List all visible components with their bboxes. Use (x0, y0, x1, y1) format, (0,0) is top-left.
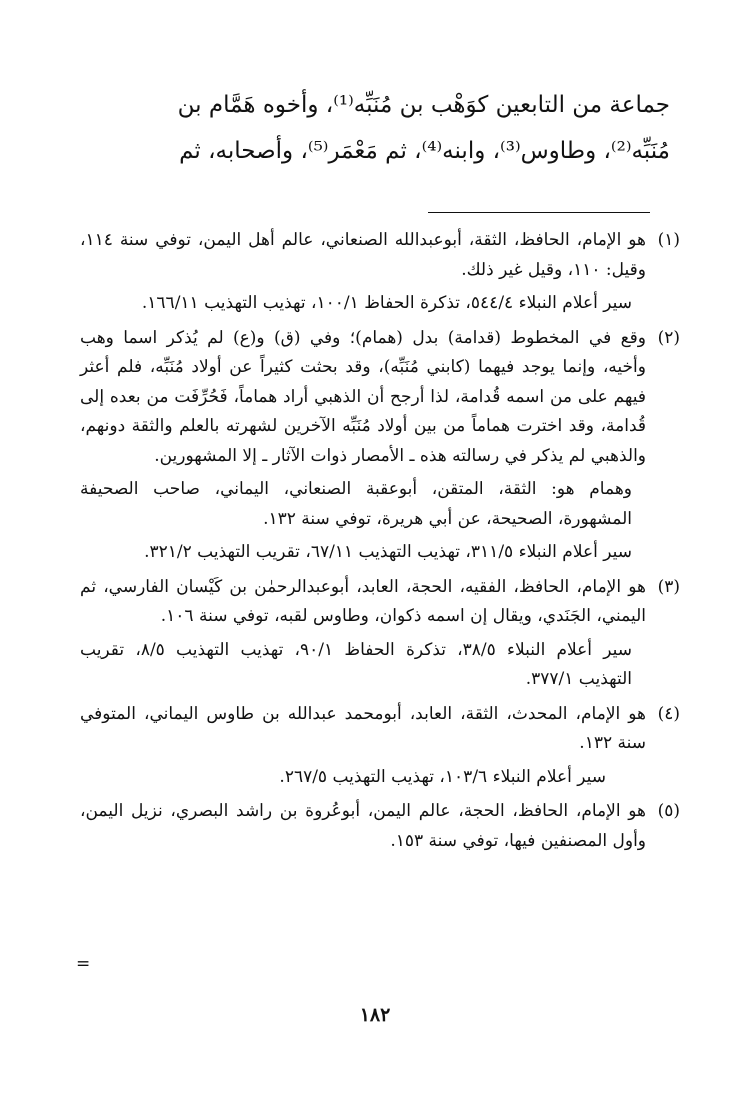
footnote-number: (٢) (657, 327, 680, 348)
footnote-3 (80, 573, 680, 695)
page-number: ١٨٢ (359, 1004, 391, 1026)
footnotes (80, 226, 680, 856)
footnote-text: هو الإمام، الحافظ، الفقيه، الحجة، العابد، أبوعبدالرحمٰن بن كَيْسان الفارسي، ثم اليمني، الجَنَدي، ويقال إن اسمه ذكوان، وطاوس لقبه، توفي سنة ١٠٦. (80, 576, 646, 626)
main-text-line: جماعة من التابعين كوَهْب بن مُنَبِّه⁽¹⁾، وأخوه هَمَّام بن (177, 92, 670, 118)
footnote-text: هو الإمام، الحافظ، الحجة، عالم اليمن، أبوعُروة بن راشد البصري، نزيل اليمن، وأول المصنفين فيها، توفي سنة ١٥٣. (80, 801, 646, 851)
footnote-number: (٣) (657, 576, 680, 597)
footnote-text: هو الإمام، الحافظ، الثقة، أبوعبدالله الصنعاني، عالم أهل اليمن، توفي سنة ١١٤، وقيل: ١١٠، وقيل غير ذلك. (80, 230, 646, 280)
footnote-reference: وهمام هو: الثقة، المتقن، أبوعقبة الصنعاني، اليماني، صاحب الصحيفة المشهورة، الصحيحة، عن أبي هريرة، توفي سنة ١٣٢. (80, 479, 632, 529)
footnote-separator (428, 212, 650, 213)
footnote-2 (80, 324, 680, 568)
footnote-5 (80, 797, 680, 856)
footnote-reference: سير أعلام النبلاء ٣٨/٥، تذكرة الحفاظ ٩٠/١، تهذيب التهذيب ٨/٥، تقريب التهذيب ٣٧٧/١. (80, 639, 632, 689)
footnote-number: (٤) (657, 703, 680, 724)
continuation-mark: = (76, 954, 91, 974)
footnote-reference: سير أعلام النبلاء ٥٤٤/٤، تذكرة الحفاظ ١٠٠/١، تهذيب التهذيب ١٦٦/١١. (141, 293, 632, 313)
footnote-4 (80, 700, 680, 793)
footnote-reference: سير أعلام النبلاء ٣١١/٥، تهذيب التهذيب ٦٧/١١، تقريب التهذيب ٣٢١/٢. (144, 542, 632, 562)
footnote-text: وقع في المخطوط (قدامة) بدل (همام)؛ وفي (ق) و(ع) لم يُذكر اسما وهب وأخيه، وإنما يوجد فيهما (كابني مُنَبِّه)، وقد بحثت كثيراً عن أولاد مُنَبِّه، فلم أعثر فيهم على من اسمه قُدامة، لذا أرجح أن الذهبي أراد هماماً، فَحُرِّفَت من بعده إلى قُدامة، وقد اخترت هماماً من بين أولاد مُنَبِّه الآخرين لشهرته بالعلم والثقة دونهم، والذهبي لم يذكر في رسالته هذه ـ الأمصار ذوات الآثار ـ إلا المشهورين. (80, 327, 646, 466)
main-text (80, 82, 670, 174)
footnote-text: هو الإمام، المحدث، الثقة، العابد، أبومحمد عبدالله بن طاوس اليماني، المتوفي سنة ١٣٢. (80, 703, 646, 753)
footnote-reference: سير أعلام النبلاء ١٠٣/٦، تهذيب التهذيب ٢٦٧/٥. (279, 766, 606, 787)
footnote-1 (80, 226, 680, 319)
main-text-line: مُنَبِّه⁽²⁾، وطاوس⁽³⁾، وابنه⁽⁴⁾، ثم مَعْمَر⁽⁵⁾، وأصحابه، ثم (179, 138, 670, 164)
footnote-number: (٥) (657, 801, 680, 821)
footnote-number: (١) (657, 230, 680, 250)
